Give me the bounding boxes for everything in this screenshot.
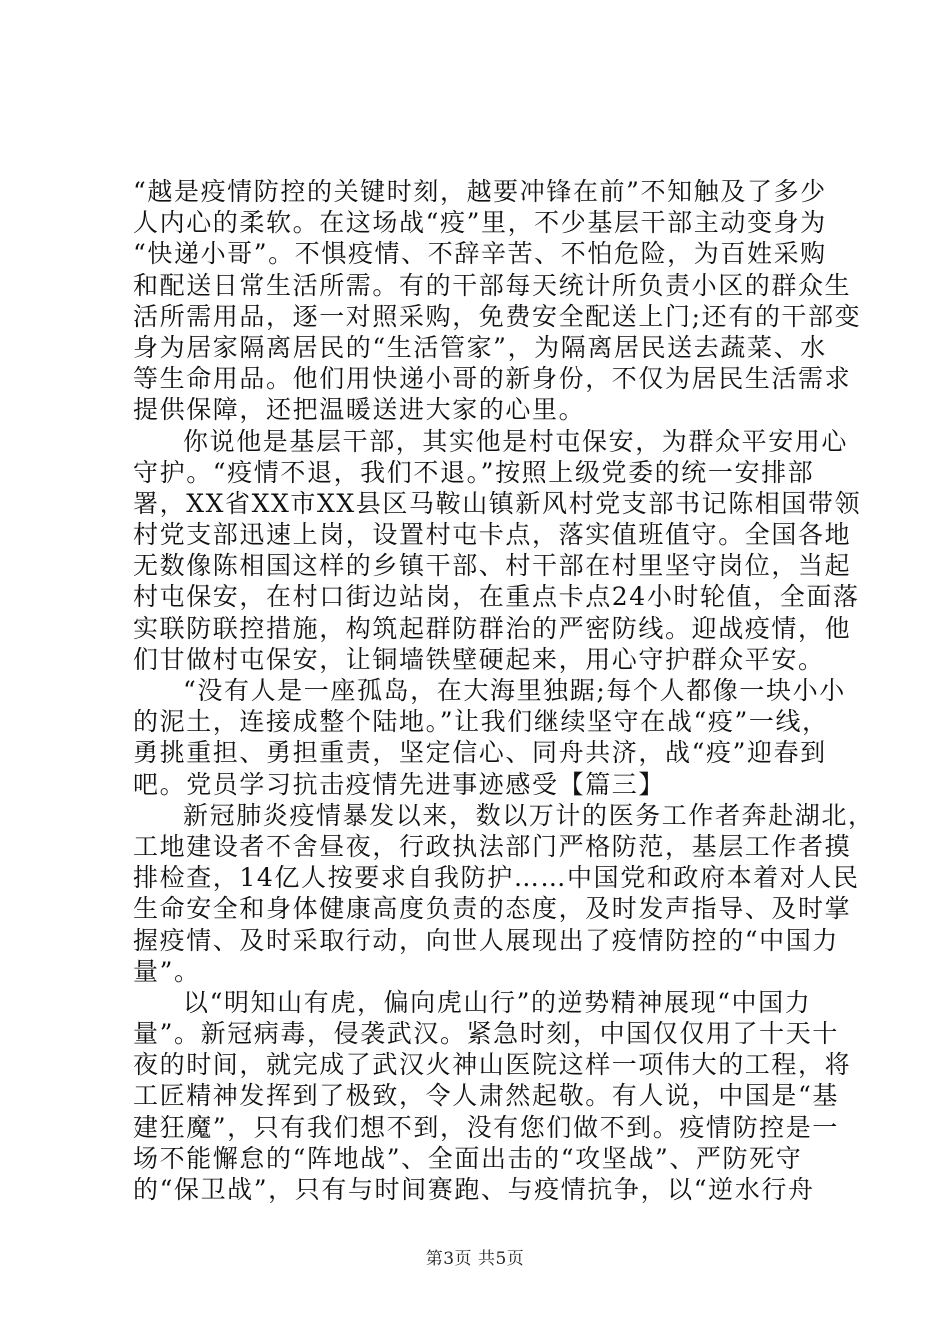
text-line: 无数像陈相国这样的乡镇干部、村干部在村里坚守岗位，当起: [133, 551, 852, 581]
text-line: 吧。党员学习抗击疫情先进事迹感受【篇三】: [133, 769, 666, 799]
text-line: 的“保卫战”，只有与时间赛跑、与疫情抗争，以“逆水行舟: [133, 1175, 815, 1204]
text-line: 建狂魔”，只有我们想不到，没有您们做不到。疫情防控是一: [133, 1112, 839, 1142]
page-number-footer: 第3页 共5页: [425, 1249, 525, 1269]
text-line: 你说他是基层干部，其实他是村屯保安，为群众平安用心: [183, 426, 849, 456]
text-line: 勇挑重担、勇担重责，坚定信心、同舟共济，战“疫”迎春到: [133, 738, 827, 768]
text-line: 提供保障，还把温暖送进大家的心里。: [133, 395, 586, 425]
text-line: 排检查，14亿人按要求自我防护……中国党和政府本着对人民: [133, 863, 860, 893]
text-line: 村党支部迅速上岗，设置村屯卡点，落实值班值守。全国各地: [133, 520, 852, 550]
text-line: 身为居家隔离居民的“生活管家”，为隔离居民送去蔬菜、水: [133, 332, 827, 362]
text-line: 量”。新冠病毒，侵袭武汉。紧急时刻，中国仅仅用了十天十: [133, 1019, 839, 1049]
text-line: 夜的时间，就完成了武汉火神山医院这样一项伟大的工程，将: [133, 1050, 852, 1080]
text-line: “越是疫情防控的关键时刻，越要冲锋在前”不知触及了多少: [133, 177, 827, 206]
text-line: 工地建设者不舍昼夜，行政执法部门严格防范，基层工作者摸: [133, 831, 852, 861]
text-line: 量”。: [133, 956, 201, 986]
text-line: 握疫情、及时采取行动，向世人展现出了疫情防控的“中国力: [133, 925, 839, 955]
text-line: 实联防联控措施，构筑起群防群治的严密防线。迎战疫情，他: [133, 613, 852, 643]
text-line: 新冠肺炎疫情暴发以来，数以万计的医务工作者奔赴湖北，: [183, 800, 875, 830]
text-line: 以“明知山有虎，偏向虎山行”的逆势精神展现“中国力: [183, 987, 812, 1017]
text-line: 活所需用品，逐一对照采购，免费安全配送上门;还有的干部变: [133, 301, 862, 331]
text-line: 生命安全和身体健康高度负责的态度，及时发声指导、及时掌: [133, 894, 852, 924]
text-line: 人内心的柔软。在这场战“疫”里，不少基层干部主动变身为: [133, 208, 827, 238]
text-line: “快递小哥”。不惧疫情、不辞辛苦、不怕危险，为百姓采购: [133, 239, 827, 269]
text-line: 场不能懈怠的“阵地战”、全面出击的“攻坚战”、严防死守: [133, 1143, 803, 1173]
text-line: 守护。“疫情不退，我们不退。”按照上级党委的统一安排部: [133, 457, 815, 487]
document-body: [133, 176, 875, 1205]
text-line: 和配送日常生活所需。有的干部每天统计所负责小区的群众生: [133, 270, 852, 300]
text-line: 的泥土，连接成整个陆地。”让我们继续坚守在战“疫”一线，: [133, 707, 829, 737]
text-line: 工匠精神发挥到了极致，令人肃然起敬。有人说，中国是“基: [133, 1081, 839, 1111]
text-line: 村屯保安，在村口街边站岗，在重点卡点24小时轮值，全面落: [133, 582, 860, 612]
text-line: 署，XX省XX市XX县区马鞍山镇新风村党支部书记陈相国带领: [133, 488, 862, 518]
text-line: 等生命用品。他们用快递小哥的新身份，不仅为居民生活需求: [133, 364, 852, 394]
text-line: “没有人是一座孤岛，在大海里独踞;每个人都像一块小小: [183, 676, 846, 705]
text-line: 们甘做村屯保安，让铜墙铁壁硬起来，用心守护群众平安。: [133, 644, 825, 674]
